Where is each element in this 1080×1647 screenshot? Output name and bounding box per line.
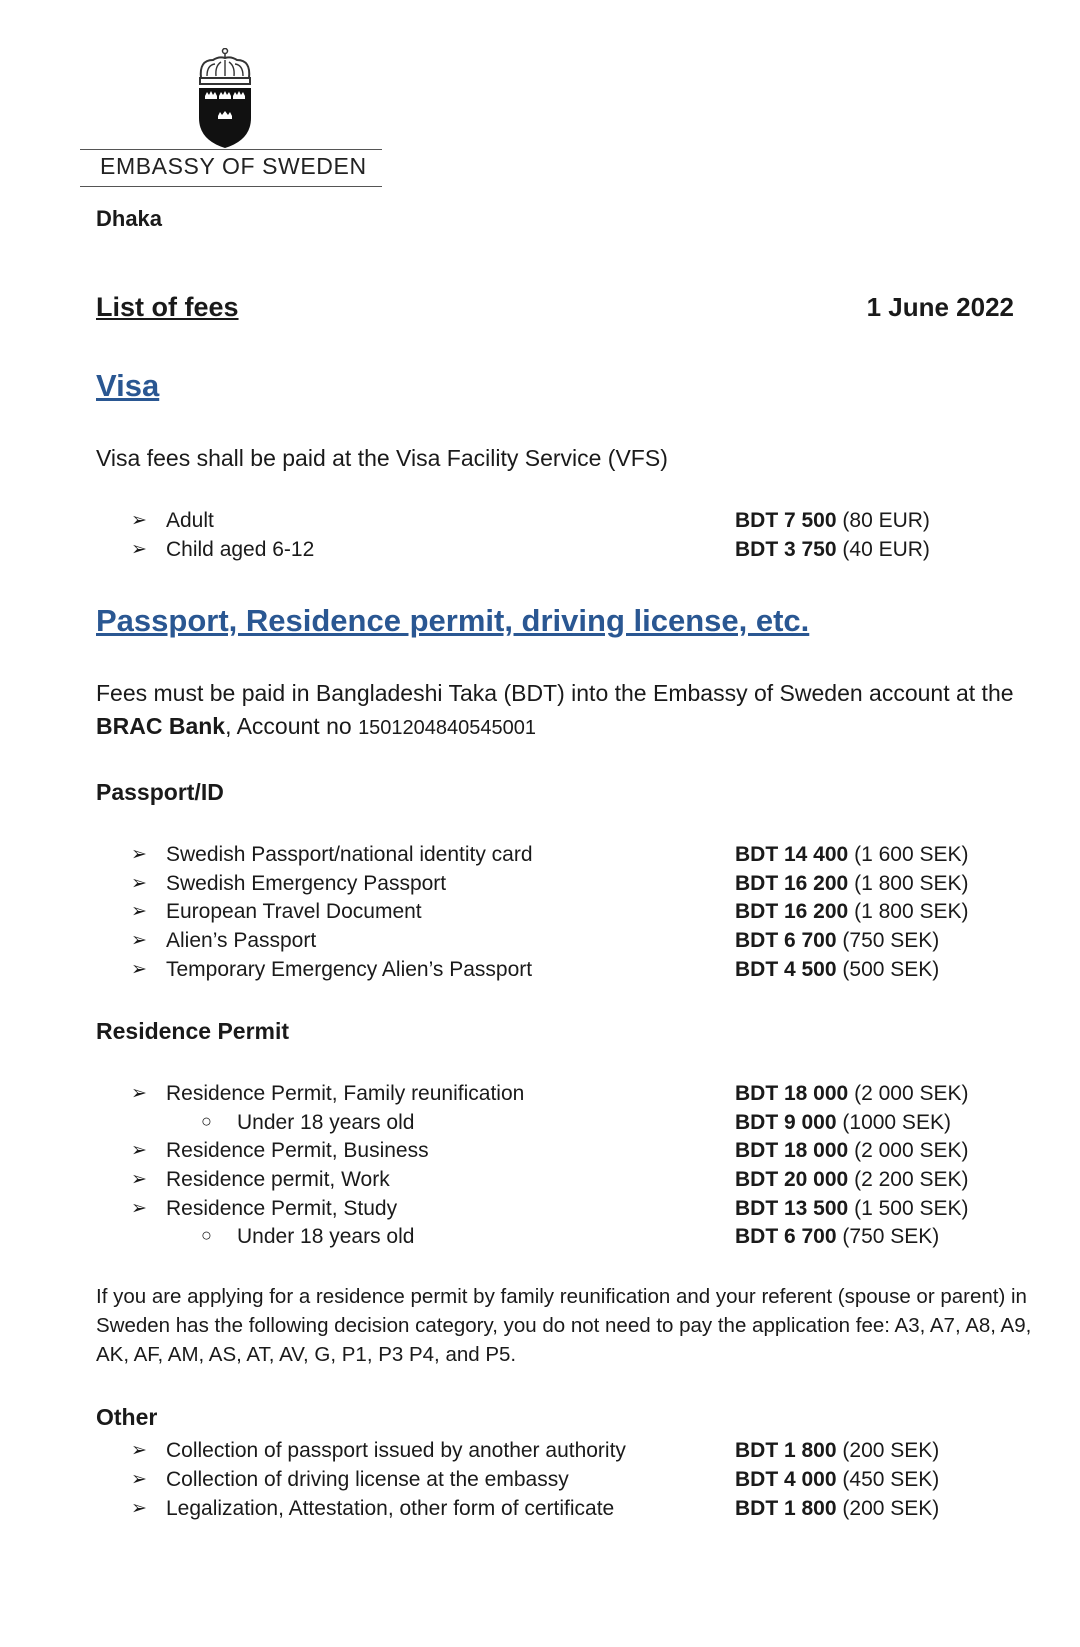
account-number: 1501204840545001: [358, 717, 537, 739]
arrow-bullet-icon: ➢: [131, 1169, 147, 1190]
fee-amount: BDT 3 750 (40 EUR): [735, 538, 930, 561]
fee-row: [0, 509, 1080, 537]
fee-row: [0, 900, 1080, 928]
logo-rule-top: [80, 149, 382, 150]
logo-rule-bottom: [80, 186, 382, 187]
residence-permit-heading: Residence Permit: [96, 1018, 290, 1044]
fee-label: Collection of passport issued by another authority: [166, 1439, 626, 1462]
passport-section-heading: Passport, Residence permit, driving license, etc.: [96, 603, 810, 638]
fee-amount: BDT 1 800 (200 SEK): [735, 1439, 940, 1462]
fee-label: Adult: [166, 509, 214, 532]
fee-amount: BDT 9 000 (1000 SEK): [735, 1111, 951, 1134]
fee-amount: BDT 18 000 (2 000 SEK): [735, 1082, 969, 1105]
fee-amount: BDT 6 700 (750 SEK): [735, 929, 940, 952]
fee-label: Swedish Emergency Passport: [166, 872, 447, 895]
fee-row: [0, 958, 1080, 986]
list-title: List of fees: [96, 292, 239, 322]
bank-name: BRAC Bank: [96, 713, 226, 739]
arrow-bullet-icon: ➢: [131, 873, 147, 894]
fee-label: Swedish Passport/national identity card: [166, 843, 533, 866]
arrow-bullet-icon: ➢: [131, 1498, 147, 1519]
fee-amount: BDT 16 200 (1 800 SEK): [735, 872, 969, 895]
city-name: Dhaka: [96, 206, 163, 231]
fee-label: Legalization, Attestation, other form of certificate: [166, 1497, 615, 1520]
fee-row: [0, 1439, 1080, 1467]
fee-row: [0, 1225, 1080, 1253]
fee-amount: BDT 7 500 (80 EUR): [735, 509, 930, 532]
fee-row: [0, 929, 1080, 957]
visa-heading: Visa: [96, 368, 160, 403]
fee-label: Residence Permit, Family reunification: [166, 1082, 525, 1105]
circle-bullet-icon: ○: [201, 1225, 212, 1245]
arrow-bullet-icon: ➢: [131, 539, 147, 560]
fee-amount: BDT 6 700 (750 SEK): [735, 1225, 940, 1248]
fee-label: Under 18 years old: [237, 1225, 415, 1248]
fee-label: Under 18 years old: [237, 1111, 415, 1134]
passport-id-heading: Passport/ID: [96, 779, 224, 805]
embassy-name: EMBASSY OF SWEDEN: [100, 153, 367, 179]
fee-label: European Travel Document: [166, 900, 422, 923]
circle-bullet-icon: ○: [201, 1111, 212, 1131]
fee-row: [0, 1082, 1080, 1110]
fee-row: [0, 1139, 1080, 1167]
arrow-bullet-icon: ➢: [131, 959, 147, 980]
payment-instructions: Fees must be paid in Bangladeshi Taka (BDT) into the Embassy of Sweden account at the BRAC Bank, Account no 1501204840545001: [96, 680, 1014, 739]
arrow-bullet-icon: ➢: [131, 510, 147, 531]
fee-amount: BDT 14 400 (1 600 SEK): [735, 843, 969, 866]
arrow-bullet-icon: ➢: [131, 1440, 147, 1461]
fee-amount: BDT 4 000 (450 SEK): [735, 1468, 940, 1491]
fee-row: [0, 538, 1080, 566]
visa-note: Visa fees shall be paid at the Visa Facility Service (VFS): [96, 445, 668, 471]
fee-row: [0, 1168, 1080, 1196]
arrow-bullet-icon: ➢: [131, 1198, 147, 1219]
fee-label: Residence Permit, Business: [166, 1139, 429, 1162]
fee-row: [0, 1197, 1080, 1225]
fee-row: [0, 872, 1080, 900]
arrow-bullet-icon: ➢: [131, 901, 147, 922]
fee-row: [0, 843, 1080, 871]
swedish-crown-shield-emblem: [195, 48, 255, 150]
fee-amount: BDT 20 000 (2 200 SEK): [735, 1168, 969, 1191]
fee-label: Residence Permit, Study: [166, 1197, 398, 1220]
fee-amount: BDT 4 500 (500 SEK): [735, 958, 940, 981]
arrow-bullet-icon: ➢: [131, 1469, 147, 1490]
other-heading: Other: [96, 1404, 158, 1430]
fee-label: Collection of driving license at the embassy: [166, 1468, 569, 1491]
document-date: 1 June 2022: [866, 292, 1014, 322]
fee-amount: BDT 1 800 (200 SEK): [735, 1497, 940, 1520]
fee-row: [0, 1468, 1080, 1496]
fee-label: Residence permit, Work: [166, 1168, 390, 1191]
fee-amount: BDT 18 000 (2 000 SEK): [735, 1139, 969, 1162]
fee-label: Child aged 6-12: [166, 538, 315, 561]
fee-label: Temporary Emergency Alien’s Passport: [166, 958, 533, 981]
embassy-logo: [80, 48, 382, 188]
arrow-bullet-icon: ➢: [131, 1083, 147, 1104]
arrow-bullet-icon: ➢: [131, 1140, 147, 1161]
fee-row: [0, 1497, 1080, 1525]
arrow-bullet-icon: ➢: [131, 930, 147, 951]
fee-row: [0, 1111, 1080, 1139]
fee-label: Alien’s Passport: [166, 929, 317, 952]
fee-amount: BDT 16 200 (1 800 SEK): [735, 900, 969, 923]
arrow-bullet-icon: ➢: [131, 844, 147, 865]
fee-amount: BDT 13 500 (1 500 SEK): [735, 1197, 969, 1220]
fee-exemption-note: If you are applying for a residence permit by family reunification and your referent (spouse or parent) in Sweden has the following decision category, you do not need to pay the application fee: A3, A7, A8, A9, AK, AF, AM, AS, AT, AV, G, P1, P3 P4, and P5.: [96, 1285, 1032, 1366]
